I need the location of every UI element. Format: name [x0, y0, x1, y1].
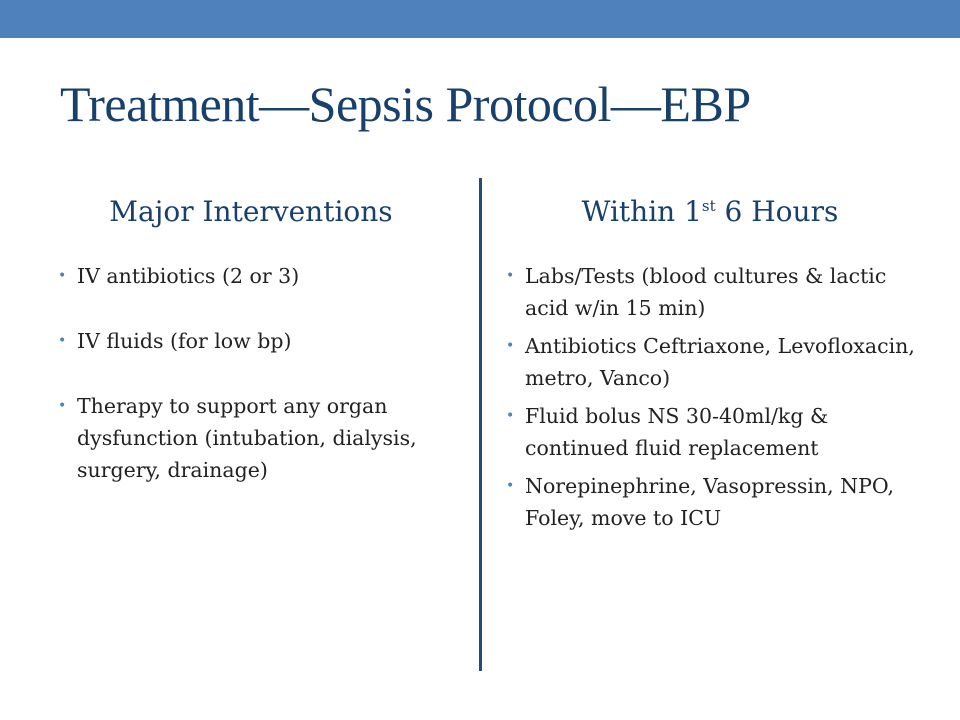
list-item	[505, 470, 915, 534]
list-item	[505, 260, 915, 324]
right-bullet-list	[505, 260, 915, 534]
list-item-text: IV fluids (for low bp)	[77, 329, 292, 353]
list-item-text: Labs/Tests (blood cultures & lactic acid w/in 15 min)	[525, 264, 887, 320]
slide-title: Treatment—Sepsis Protocol—EBP	[60, 76, 751, 132]
bullet-icon: •	[506, 408, 515, 424]
header-accent-bar	[0, 0, 960, 38]
heading-superscript: st	[701, 197, 716, 215]
bullet-icon: •	[58, 333, 67, 349]
left-bullet-list	[57, 260, 445, 486]
list-item-text: IV antibiotics (2 or 3)	[77, 264, 300, 288]
bullet-icon: •	[58, 398, 67, 414]
list-item	[505, 400, 915, 464]
list-item	[57, 260, 445, 292]
bullet-icon: •	[506, 338, 515, 354]
left-column	[57, 190, 445, 519]
right-column-heading	[505, 190, 915, 234]
list-item	[57, 390, 445, 486]
left-column-heading: Major Interventions	[109, 195, 393, 228]
bullet-icon: •	[58, 268, 67, 284]
list-item	[57, 325, 445, 357]
right-column	[505, 190, 915, 540]
list-item	[505, 330, 915, 394]
bullet-icon: •	[506, 478, 515, 494]
heading-prefix: Within 1	[581, 195, 702, 228]
list-item-text: Antibiotics Ceftriaxone, Levofloxacin, metro, Vanco)	[525, 334, 915, 390]
list-item-text: Fluid bolus NS 30-40ml/kg & continued fluid replacement	[525, 404, 829, 460]
list-item-text: Therapy to support any organ dysfunction (intubation, dialysis, surgery, drainage)	[77, 394, 417, 482]
heading-suffix: 6 Hours	[715, 195, 839, 228]
column-divider	[479, 178, 482, 671]
list-item-text: Norepinephrine, Vasopressin, NPO, Foley, move to ICU	[525, 474, 895, 530]
bullet-icon: •	[506, 268, 515, 284]
